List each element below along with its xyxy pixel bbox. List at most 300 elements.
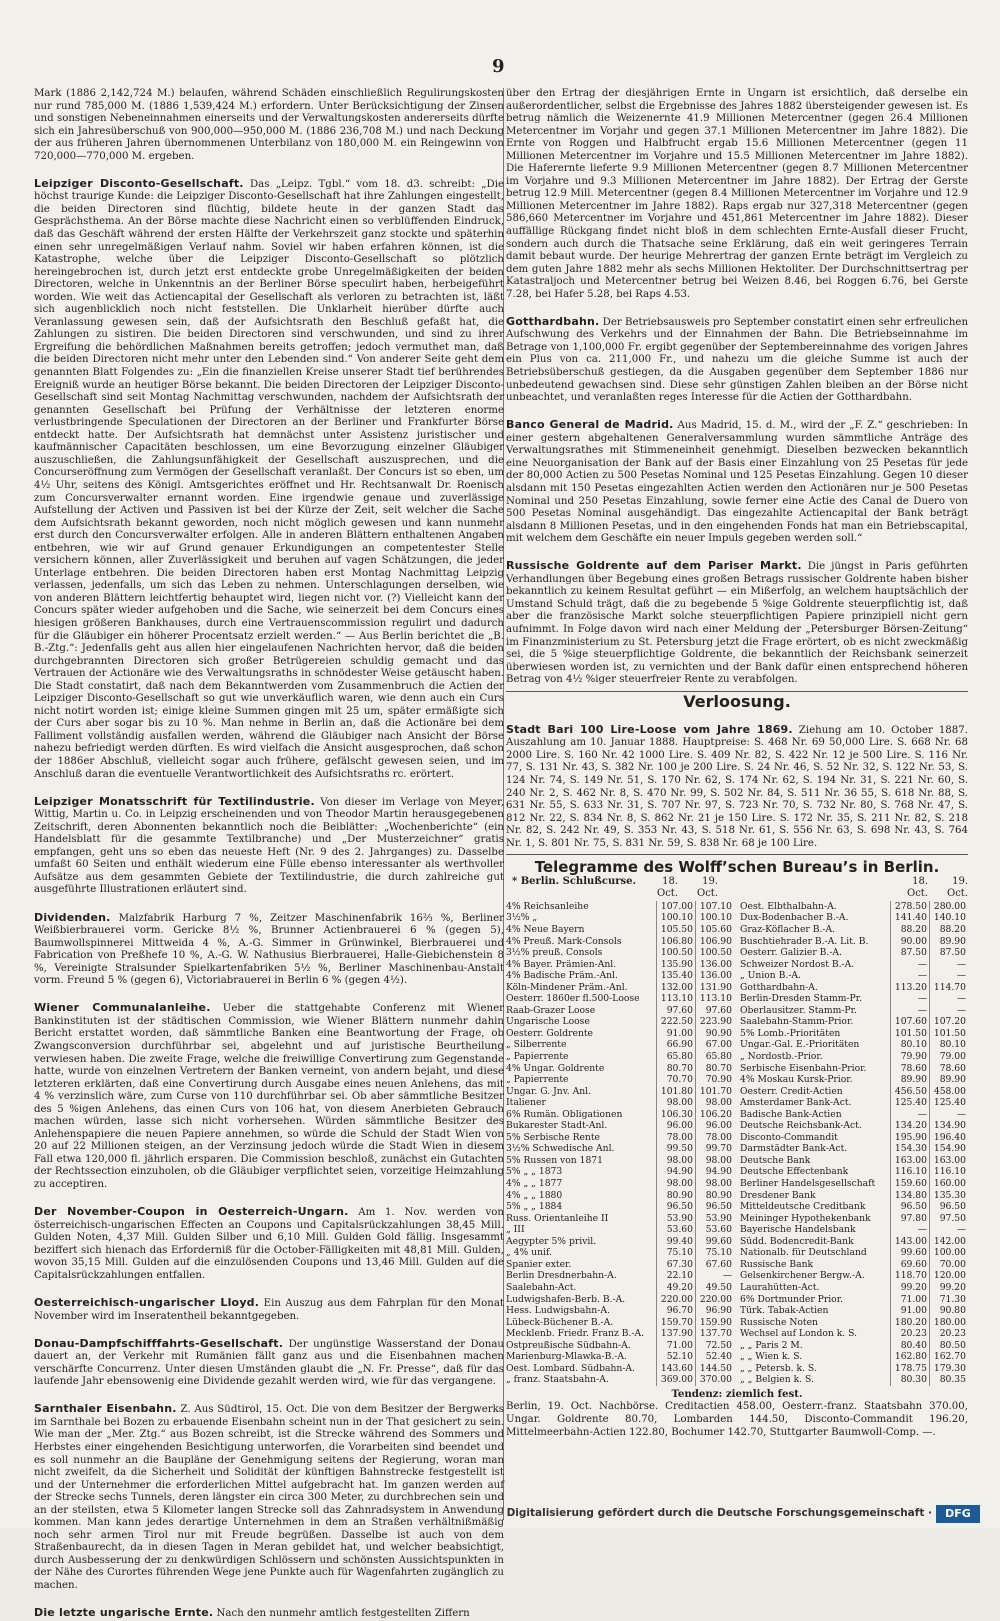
security-name: Serbische Eisenbahn-Prior.: [740, 1062, 867, 1074]
price-19-oct: 140.10: [929, 912, 968, 924]
table-row: [740, 1063, 968, 1075]
price-19-oct: 99.20: [929, 1282, 968, 1294]
table-row: [506, 1086, 734, 1098]
table-row: [506, 1374, 734, 1386]
security-name: 6% Rumän. Obligationen: [506, 1108, 623, 1120]
price-19-oct: 196.40: [929, 1132, 968, 1144]
price-19-oct: 135.30: [929, 1190, 968, 1202]
table-row: [740, 1305, 968, 1317]
table-row: [740, 1016, 968, 1028]
price-19-oct: —: [929, 959, 968, 971]
kurs-table-left: [506, 901, 734, 1386]
price-19-oct: 105.60: [695, 924, 734, 936]
security-name: „ „ Belgien k. S.: [740, 1374, 814, 1386]
table-row: [506, 1166, 734, 1178]
price-18-oct: 97.60: [656, 1005, 695, 1017]
table-row: [740, 1363, 968, 1375]
security-name: „ Papierrente: [506, 1074, 569, 1086]
price-18-oct: 80.90: [656, 1190, 695, 1202]
security-name: Saalebahn-Act.: [506, 1281, 577, 1293]
security-name: „ „ Paris 2 M.: [740, 1339, 803, 1351]
security-name: „ Nordostb.-Prior.: [740, 1051, 823, 1063]
article-heading: Oesterreichisch-ungarischer Lloyd.: [34, 1295, 260, 1309]
table-row: [740, 924, 968, 936]
price-19-oct: 136.00: [695, 970, 734, 982]
table-row: [506, 924, 734, 936]
price-18-oct: —: [890, 1005, 929, 1017]
price-18-oct: 78.60: [890, 1063, 929, 1075]
security-name: Russische Bank: [740, 1258, 814, 1270]
table-row: [740, 1224, 968, 1236]
table-row: [506, 1282, 734, 1294]
security-name: Raab-Grazer Loose: [506, 1004, 596, 1016]
price-18-oct: 96.00: [656, 1120, 695, 1132]
security-name: Schweizer Nordost B.-A.: [740, 958, 855, 970]
price-18-oct: 94.90: [656, 1166, 695, 1178]
table-row: [506, 912, 734, 924]
table-row: [506, 1351, 734, 1363]
price-19-oct: 89.90: [929, 936, 968, 948]
article-gotthardbahn: [506, 302, 968, 315]
price-18-oct: 456.50: [890, 1086, 929, 1098]
price-18-oct: 80.70: [656, 1063, 695, 1075]
security-name: Oesterr. 1860er fl.500-Loose: [506, 993, 640, 1005]
article-dividenden: [34, 898, 504, 911]
price-19-oct: 67.00: [695, 1039, 734, 1051]
table-row: [740, 1328, 968, 1340]
ernte-continued: über den Ertrag der diesjährigen Ernte in Ungarn ist ersichtlich, daß derselbe ein außerordentlicher, selbst die Ergebnisse des Jahres 1882 übersteigender gewesen ist. Es betrug nämlich die Weizenernte 41.9 Millionen Metercentner (gegen 26.4 Millionen Metercentner im Vorjahr und gegen 37.1 Millionen Metercentner im Jahre 1882). Die Ernte von Roggen und Halbfrucht ergab 15.6 Millionen Metercentner (gegen 11 Millionen Metercentner im Vorjahre und 15.5 Millionen Metercentner im Jahre 1882). Die Haferernte lieferte 9.9 Millionen Metercentner (gegen 8.7 Millionen Metercentner im Vorjahre und 9.3 Millionen Metercentner im Jahre 1882). Der Ertrag der Gerste betrug 12.9 Mill. Metercentner (gegen 8.4 Millionen Metercentner im Vorjahre und 12.9 Millionen Metercentner im Jahre 1882). Raps ergab nur 327,318 Metercentner (gegen 586,660 Metercentner im Vorjahre und 451,861 Metercentner im Jahre 1882). Dieser auffällige Rückgang findet nicht bloß in dem schlechten Ernte-Ausfall dieser Frucht, sondern auch durch die Thatsache seine Erklärung, daß ein weit geringeres Terrain damit bebaut wurde. Der heurige Mehrertrag der ganzen Ernte beträgt im Vergleich zu dem guten Jahre 1882 mehr als sechs Millionen Hektoliter. Der Durchschnittsertrag per Katastraljoch und Metercentner betrug bei Weizen 8.46, bei Roggen 6.76, bei Gerste 7.28, bei Hafer 5.28, bei Raps 4.53.: [506, 88, 968, 300]
article-body: Die jüngst in Paris geführten Verhandlungen über Begebung eines großen Betrags russischer Goldrente haben bisher bekanntlich zu keinem Resultat geführt — ein Mißerfolg, an welchem hauptsächlich der Umstand Schuld trägt, daß die zu begebende 5 %ige Goldrente steuerpflichtig ist, daß aber die französische Markt solche steuerpflichtigen Papiere prinzipiell nicht gern aufnimmt. In Folge davon wird nach einer Meldung der „Petersburger Börsen-Zeitung“ im Finanzministerium zu St. Petersburg jetzt die Frage erörtert, ob es nicht zweckmäßig sei, die 5 %ige steuerpflichtige Goldrente, die bekanntlich der Reichsbank seinerzeit überwiesen worden ist, zu vernichten und der Bank dafür einen entsprechend höheren Betrag von 4½ %iger steuerfreier Rente zu verabfolgen.: [506, 561, 968, 686]
price-19-oct: —: [929, 993, 968, 1005]
price-18-oct: —: [890, 959, 929, 971]
price-18-oct: —: [890, 1224, 929, 1236]
article-banco-general: [506, 406, 968, 419]
table-row: [740, 1097, 968, 1109]
price-18-oct: 99.50: [656, 1143, 695, 1155]
price-19-oct: 71.30: [929, 1294, 968, 1306]
security-name: Dux-Bodenbacher B.-A.: [740, 912, 849, 924]
price-18-oct: —: [890, 993, 929, 1005]
price-18-oct: 97.80: [890, 1213, 929, 1225]
table-row: [506, 1132, 734, 1144]
left-column: [34, 88, 505, 1620]
security-name: Wechsel auf London k. S.: [740, 1328, 858, 1340]
security-name: Ostpreußische Südbahn-A.: [506, 1339, 631, 1351]
price-19-oct: 65.80: [695, 1051, 734, 1063]
security-name: Deutsche Bank: [740, 1154, 811, 1166]
table-row: [506, 1270, 734, 1282]
price-19-oct: 78.60: [929, 1063, 968, 1075]
security-name: 6% Dortmunder Prior.: [740, 1293, 843, 1305]
price-18-oct: 99.40: [656, 1236, 695, 1248]
table-row: [740, 936, 968, 948]
nachboerse-paragraph: Berlin, 19. Oct. Nachbörse. Creditactien 458.00, Oesterr.-franz. Staatsbahn 370.00, Ungar. Goldrente 80.70, Lombarden 144.50, Disconto-Commandit 196.20, Mittelmeerbahn-Actien 122.80, Bochumer 142.70, Stuttgarter Baumwoll-Comp. —.: [506, 1401, 968, 1438]
price-19-oct: —: [929, 1005, 968, 1017]
price-18-oct: 143.00: [890, 1236, 929, 1248]
table-row: [506, 1016, 734, 1028]
price-19-oct: 134.90: [929, 1120, 968, 1132]
price-19-oct: 125.40: [929, 1097, 968, 1109]
security-name: Saalebahn-Stamm-Prior.: [740, 1016, 854, 1028]
security-name: Oesterr. Credit-Actien: [740, 1085, 843, 1097]
price-19-oct: 131.90: [695, 982, 734, 994]
price-19-oct: 106.20: [695, 1109, 734, 1121]
table-row: [506, 1178, 734, 1190]
price-18-oct: 49.20: [656, 1282, 695, 1294]
price-18-oct: 99.20: [890, 1282, 929, 1294]
table-row: [740, 1201, 968, 1213]
price-19-oct: 101.70: [695, 1086, 734, 1098]
price-19-oct: 160.00: [929, 1178, 968, 1190]
price-19-oct: 98.00: [695, 1097, 734, 1109]
kurs-date-a-right: 18. Oct.: [907, 875, 928, 900]
article-body: Von dieser im Verlage von Meyer, Wittig, Martin u. Co. in Leipzig erscheinenden und von Theodor Martin herausgegebenen Zeitschrift, deren Abonnenten bekanntlich noch die Beiblätter: „Wochenberichte“ (ein Handelsblatt für die gesammte Textilbranche) und „Der Musterzeichner“ gratis empfangen, geht uns so eben das neueste Heft (Nr. 9 des 2. Jahrganges) zu. Dasselbe umfaßt 60 Seiten und enthält wiederum eine Fülle ebenso interessanter als werthvoller Aufsätze aus dem gesammten Gebiete der Textilindustrie, die durch zahlreiche gut ausgeführte Illustrationen erläutert sind.: [34, 796, 504, 896]
table-row: [506, 1317, 734, 1329]
price-19-oct: 49.50: [695, 1282, 734, 1294]
table-row: [506, 1005, 734, 1017]
article-body: Ueber die stattgehabte Conferenz mit Wiener Bankinstituten ist der städtischen Commission, wie Wiener Blättern nunmehr dahin Bericht erstattet worden, daß sämmtliche Banken eine Beantwortung der Frage, ob Zwangsconversion durchführbar sei, abgelehnt und auf juristische Beurtheilung verwiesen haben. Die zweite Frage, welche die freiwillige Convertirung zum Gegenstande hatte, wurde von einzelnen Vertretern der Banken verneint, von andern bejaht, und diese letzteren erklärten, daß eine Convertirung durch Ausgabe eines neuen Anlehens, das mit 4 % verzinslich wäre, zum Curse von 110 durchführbar sei. Ob aber sämmtliche Besitzer des 5 %igen Anlehens, das einen Curs von 106 hat, von diesem Anerbieten Gebrauch machen würden, lasse sich nicht vorhersehen. Würden sämmtliche Besitzer des Anlehenspapiere die neuen Papiere annehmen, so würde die Schuld der Stadt Wien von 20 auf 22 Millionen steigen, an der Verzinsung jedoch würde die Stadt Wien in diesem Fall etwa 120,000 fl. jährlich ersparen. Die Commission beschloß, zunächst ein Gutachten der Rechtssection einzuholen, ob die Gläubiger verpflichtet seien, vorzeitige Heimzahlung zu acceptiren.: [34, 1003, 504, 1191]
price-18-oct: 107.00: [656, 901, 695, 913]
security-name: Nationalb. für Deutschland: [740, 1247, 867, 1259]
price-19-oct: 70.90: [695, 1074, 734, 1086]
kurs-table: [506, 901, 968, 1386]
security-name: Oberlausitzer. Stamm-Pr.: [740, 1004, 857, 1016]
table-row: [740, 1166, 968, 1178]
price-19-oct: 120.00: [929, 1270, 968, 1282]
price-19-oct: —: [929, 970, 968, 982]
price-18-oct: —: [890, 1109, 929, 1121]
security-name: Mitteldeutsche Creditbank: [740, 1201, 866, 1213]
table-row: [506, 1363, 734, 1375]
article-body: Ziehung am 10. October 1887. Auszahlung am 10. Januar 1888. Hauptpreise: S. 468 Nr. 69 50,000 Lire. S. 668 Nr. 68 2000 Lire. S. 160 Nr. 42 1000 Lire. S. 409 Nr. 82, S. 422 Nr. 12 je 500 Lire. S. 116 Nr. 77, S. 131 Nr. 43, S. 382 Nr. 100 je 200 Lire. S. 24 Nr. 46, S. 52 Nr. 32, S. 122 Nr. 53, S. 124 Nr. 74, S. 149 Nr. 51, S. 170 Nr. 62, S. 174 Nr. 62, S. 194 Nr. 31, S. 221 Nr. 60, S. 240 Nr. 2, S. 462 Nr. 8, S. 470 Nr. 99, S. 502 Nr. 84, S. 511 Nr. 36 55, S. 618 Nr. 88, S. 631 Nr. 55, S. 633 Nr. 31, S. 707 Nr. 97, S. 723 Nr. 70, S. 732 Nr. 80, S. 768 Nr. 47, S. 812 Nr. 22, S. 834 Nr. 8, S. 862 Nr. 21 je 150 Lire. S. 172 Nr. 35, S. 211 Nr. 82, S. 218 Nr. 82, S. 242 Nr. 49, S. 353 Nr. 43, S. 518 Nr. 61, S. 556 Nr. 63, S. 698 Nr. 43, S. 764 Nr. 1, S. 801 Nr. 75, S. 831 Nr. 59, S. 838 Nr. 68 je 100 Lire.: [506, 724, 968, 849]
security-name: Marienburg-Mlawka-B.-A.: [506, 1351, 627, 1363]
price-18-oct: 220.00: [656, 1294, 695, 1306]
price-18-oct: 135.90: [656, 959, 695, 971]
price-18-oct: 134.20: [890, 1120, 929, 1132]
table-row: [740, 1028, 968, 1040]
table-row: [740, 1005, 968, 1017]
article-heading: Leipziger Disconto-Gesellschaft.: [34, 176, 244, 190]
security-name: Berlin-Dresden Stamm-Pr.: [740, 993, 863, 1005]
table-row: [740, 1259, 968, 1271]
security-name: Buschtiehrader B.-A. Lit. B.: [740, 935, 869, 947]
tendenz-line: Tendenz: ziemlich fest.: [671, 1387, 803, 1400]
price-19-oct: 87.50: [929, 947, 968, 959]
security-name: „ „ Wien k. S.: [740, 1351, 803, 1363]
table-row: [740, 1317, 968, 1329]
article-heading: Wiener Communalanleihe.: [34, 1001, 211, 1015]
security-name: 4% Bayer. Prämien-Anl.: [506, 958, 617, 970]
price-19-oct: 162.70: [929, 1351, 968, 1363]
table-row: [740, 1190, 968, 1202]
price-18-oct: 159.70: [656, 1317, 695, 1329]
security-name: Ungar.-Gal. E.-Prioritäten: [740, 1039, 860, 1051]
security-name: 4% Preuß. Mark-Consols: [506, 935, 622, 947]
article-heading: Sarnthaler Eisenbahn.: [34, 1402, 177, 1416]
price-18-oct: 20.23: [890, 1328, 929, 1340]
price-18-oct: 135.40: [656, 970, 695, 982]
price-19-oct: 80.90: [695, 1190, 734, 1202]
price-19-oct: 20.23: [929, 1328, 968, 1340]
security-name: Italiener: [506, 1097, 546, 1109]
price-18-oct: 66.90: [656, 1039, 695, 1051]
article-russische-goldrente: [506, 547, 968, 560]
price-19-oct: 80.35: [929, 1374, 968, 1386]
price-18-oct: 67.30: [656, 1259, 695, 1271]
security-name: 4% Moskau Kursk-Prior.: [740, 1074, 853, 1086]
price-18-oct: 79.90: [890, 1051, 929, 1063]
price-18-oct: 195.90: [890, 1132, 929, 1144]
price-19-oct: 53.60: [695, 1224, 734, 1236]
price-19-oct: 99.60: [695, 1236, 734, 1248]
article-lloyd: [34, 1283, 504, 1296]
article-bari-loose: [506, 710, 968, 723]
article-heading: Stadt Bari 100 Lire-Loose vom Jahre 1869.: [506, 722, 793, 736]
price-19-oct: 52.40: [695, 1351, 734, 1363]
table-row: [506, 1236, 734, 1248]
price-18-oct: 163.00: [890, 1155, 929, 1167]
article-body: Das „Leipz. Tgbl.“ vom 18. d3. schreibt: „Die höchst traurige Kunde: die Leipziger Disconto-Gesellschaft hat ihre Zahlungen eingestellt, die beiden Directoren sind flüchtig, bildete heute in der ganzen Stadt das Gesprächsthema. An der Börse machte diese Nachricht einen so verblüffenden Eindruck, daß das Geschäft während der ersten Hälfte der Verkehrszeit ganz stockte und späterhin einen sehr unregelmäßigen Verlauf nahm. Soviel wir haben erfahren können, ist die Katastrophe, welche über die Leipziger Disconto-Gesellschaft so plötzlich hereingebrochen ist, durch jetzt erst entdeckte grobe Unregelmäßigkeiten der beiden Directoren, welche in Unkenntnis an der Berliner Börse speculirt haben, herbeigeführt worden. Wie weit das Actiencapital der Gesellschaft als verloren zu betrachten ist, läßt sich augenblicklich noch nicht feststellen. Die Unklarheit hierüber dürfte auch Veranlassung gewesen sein, daß der Aufsichtsrath den Beschluß gefaßt hat, die Zahlungen zu sistiren. Die beiden Directoren sind verschwunden, und sind zu ihrer Ergreifung die behördlichen Maßnahmen bereits getroffen; jedoch vermuthet man, daß die beiden Directoren nicht mehr unter den Lebenden sind.“ Von anderer Seite geht dem genannten Blatt Folgendes zu: „Ein die finanziellen Kreise unserer Stadt tief berührendes Ereigniß wurde an heutiger Börse bekannt. Die beiden Directoren der Leipziger Disconto-Gesellschaft sind seit Montag Nachmittag verschwunden, nachdem der Aufsichtsrath der genannten Gesellschaft bei Prüfung der Verhältnisse der letzteren enorme verlustbringende Speculationen der Directoren an der Berliner und Frankfurter Börse entdeckt hatte. Der Aufsichtsrath hat demnächst unter Assistenz juristischer und kaufmännischer Capacitäten beschlossen, um eine Bevorzugung einzelner Gläubiger auszuschließen, die Zahlungsunfähigkeit der Gesellschaft auszusprechen, und die Concurseröffnung zum Vermögen der Gesellschaft veranlaßt. Der Concurs ist so eben, um 4½ Uhr, seitens des Königl. Amtsgerichtes eröffnet und Hr. Rechtsanwalt Dr. Roenisch zum Concursverwalter ernannt worden. Eine irgendwie genaue und zuverlässige Aufstellung der Activen und Passiven ist bei der Kürze der Zeit, seit welcher die Sache dem Aufsichtsrath bekannt geworden, noch nicht möglich gewesen und kann nunmehr erst durch den Concursverwalter erfolgen. Alle in anderen Blättern enthaltenen Angaben entbehren, wie wir auf Grund genauer Erkundigungen an competentester Stelle versichern können, aller Zuverlässigkeit und beruhen auf vagen Schätzungen, die jeder Unterlage entbehren. Die beiden Directoren haben erst Montag Nachmittag Leipzig verlassen, jedenfalls, um sich das Leben zu nehmen. Unterschlagungen derselben, wie von anderen Blättern leichtfertig behauptet wird, liegen nicht vor. (?) Vielleicht kann der Concurs später wieder aufgehoben und die Sache, wie seinerzeit bei dem Concurs eines hiesigen größeren Bankhauses, durch eine Vertrauenscommission regulirt und dadurch für die Gläubiger ein höherer Procentsatz erzielt werden.“ — Aus Berlin berichtet die „B. B.-Ztg.“: Jedenfalls geht aus allen hier eingelaufenen Nachrichten hervor, daß die beiden durchgebrannten Directoren sich großer Betrügereien schuldig gemacht und das Vertrauen der Actionäre wie des Verwaltungsraths in schnödester Weise getäuscht haben. Die Stadt constatirt, daß nach dem Bekanntwerden vom Zusammenbruch die Actien der Leipziger Disconto-Gesellschaft so gut wie unverkäuflich waren, wie denn auch ein Curs nicht notirt worden ist; einige kleine Summen gingen mit 25 um, später ermäßigte sich der Curs aber sogar bis zu 10 %. Man nehme in Berlin an, daß die Actionäre bei dem Falliment vollständig ausfallen werden, während die Gläubiger nach Ansicht der Börse nahezu befriedigt werden dürften. Es wird vielfach die Ansicht ausgesprochen, daß schon der 1886er Abschluß, vielleicht sogar auch frühere, gefälscht gewesen seien, und im Anschluß daran die eventuelle Verantwortlichkeit des Aufsichtsraths rc. erörtert.: [34, 178, 504, 780]
price-19-oct: 98.00: [695, 1178, 734, 1190]
price-19-oct: 159.90: [695, 1317, 734, 1329]
price-18-oct: 113.20: [890, 982, 929, 994]
table-row: [740, 1236, 968, 1248]
article-body: Z. Aus Südtirol, 15. Oct. Die von dem Besitzer der Bergwerks im Sarnthale bei Bozen zu erbauende Eisenbahn scheint nun in der That gesichert zu sein. Wie man der „Mer. Ztg.“ aus Bozen schreibt, ist die Strecke während des Sommers und Herbstes einer eingehenden Besichtigung unterworfen, die Vorarbeiten sind beendet und es soll nunmehr an die Baupläne der Genehmigung seitens der Regierung, woran man nicht zweifelt, da die Sicherheit und Solidität der künftigen Bahnstrecke festgestellt ist und der Unternehmer die erforderlichen Mittel aufgebracht hat. Im ganzen werden auf der Strecke sechs Tunnels, deren längster ein circa 300 Meter, zu durchbrechen sein und an der steilsten, etwa 5 Kilometer langen Strecke soll das Zahnradsystem in Anwendung kommen. Man kann jedes derartige Unternehmen in dem an Straßen verhältnißmäßig noch sehr armen Tirol nur mit Freude begrüßen. Dasselbe ist auch von dem Straßenbaurecht, da in diesen Tagen in Meran gebildet hat, und welcher beabsichtigt, durch Ausbesserung der zu denkwürdigen Schlössern und schönsten Aussichtspunkten in der Nähe des Curortes führenden Wege jene Punkte auch für Wagenfahrten zugänglich zu machen.: [34, 1404, 504, 1591]
kurs-subtitle: * Berlin. Schlußcurse.: [512, 875, 636, 887]
security-name: Köln-Mindener Präm.-Anl.: [506, 981, 628, 993]
table-row: [506, 959, 734, 971]
price-19-oct: 70.00: [929, 1259, 968, 1271]
price-19-oct: 67.60: [695, 1259, 734, 1271]
security-name: Deutsche Reichsbank-Act.: [740, 1120, 862, 1132]
table-row: [740, 1120, 968, 1132]
security-name: Deutsche Effectenbank: [740, 1166, 849, 1178]
security-name: Darmstädter Bank-Act.: [740, 1143, 848, 1155]
table-row: [740, 912, 968, 924]
price-19-oct: 220.00: [695, 1294, 734, 1306]
table-row: [740, 1086, 968, 1098]
article-heading: Der November-Coupon in Oesterreich-Ungarn.: [34, 1205, 349, 1219]
security-name: „ 4% unif.: [506, 1247, 552, 1259]
table-row: [740, 1294, 968, 1306]
price-18-oct: 107.60: [890, 1016, 929, 1028]
price-18-oct: 180.20: [890, 1317, 929, 1329]
security-name: Oesterr. Goldrente: [506, 1027, 593, 1039]
security-name: Laurahütten-Act.: [740, 1281, 820, 1293]
price-18-oct: 96.70: [656, 1305, 695, 1317]
price-19-oct: 280.00: [929, 901, 968, 913]
security-name: 4% Neue Bayern: [506, 924, 585, 935]
table-row: [506, 1190, 734, 1202]
price-18-oct: 99.60: [890, 1247, 929, 1259]
security-name: Ludwigshafen-Berb. B.-A.: [506, 1293, 626, 1305]
table-row: [506, 936, 734, 948]
intro-paragraph: Mark (1886 2,142,724 M.) belaufen, während Schäden einschließlich Regulirungskosten nur rund 785,000 M. (1886 1,539,424 M.) erfordern. Unter Berücksichtigung der Zinsen und sonstigen Nebeneinnahmen einerseits und der Verwaltungskosten andererseits dürfte sich ein Jahresüberschuß von 900,000—950,000 M. (1886 236,708 M.) und nach Deckung der aus früheren Jahren übernommenen Unterbilanz von 180,000 M. ein Reingewinn von 720,000—770,000 M. ergeben.: [34, 88, 504, 162]
security-name: Meininger Hypothekenbank: [740, 1212, 871, 1224]
price-18-oct: 80.40: [890, 1340, 929, 1352]
table-row: [506, 1224, 734, 1236]
table-row: [506, 1074, 734, 1086]
price-19-oct: 107.10: [695, 901, 734, 913]
security-name: „ Papierrente: [506, 1051, 569, 1063]
security-name: „ III: [506, 1224, 525, 1236]
price-19-oct: 458.00: [929, 1086, 968, 1098]
table-row: [740, 1155, 968, 1167]
price-18-oct: 106.80: [656, 936, 695, 948]
price-19-oct: 100.50: [695, 947, 734, 959]
security-name: 5% Serbische Rente: [506, 1131, 600, 1143]
price-18-oct: 90.00: [890, 936, 929, 948]
security-name: Amsterdamer Bank-Act.: [740, 1097, 852, 1109]
price-19-oct: 94.90: [695, 1166, 734, 1178]
price-18-oct: 118.70: [890, 1270, 929, 1282]
telegramme-title: Telegramme des Wolff’schen Bureau’s in Berlin.: [534, 858, 940, 877]
table-row: [506, 1247, 734, 1259]
price-18-oct: 80.10: [890, 1039, 929, 1051]
table-row: [506, 1201, 734, 1213]
security-name: Badische Bank-Actien: [740, 1108, 842, 1120]
table-row: [506, 982, 734, 994]
security-name: „ Union B.-A.: [740, 970, 801, 982]
price-19-oct: —: [929, 1109, 968, 1121]
price-18-oct: 89.90: [890, 1074, 929, 1086]
security-name: Ungar. G. Jnv. Anl.: [506, 1085, 592, 1097]
table-row: [740, 1374, 968, 1386]
security-name: 3½% Schwedische Anl.: [506, 1143, 615, 1155]
price-19-oct: 97.50: [929, 1213, 968, 1225]
price-19-oct: 79.00: [929, 1051, 968, 1063]
price-19-oct: 144.50: [695, 1363, 734, 1375]
price-18-oct: 101.50: [890, 1028, 929, 1040]
price-19-oct: 96.90: [695, 1305, 734, 1317]
security-name: Aegypter 5% privil.: [506, 1235, 597, 1247]
article-monatsschrift: [34, 782, 504, 795]
price-18-oct: 222.50: [656, 1016, 695, 1028]
security-name: 3½% preuß. Consols: [506, 947, 603, 959]
table-row: [740, 982, 968, 994]
price-19-oct: 154.90: [929, 1143, 968, 1155]
security-name: Oest. Elbthalbahn-A.: [740, 900, 837, 912]
security-name: 4% Ungar. Goldrente: [506, 1062, 605, 1074]
security-name: Berlin Dresdnerbahn-A.: [506, 1270, 617, 1282]
security-name: Ungarische Loose: [506, 1016, 590, 1028]
security-name: 5% Lomb.-Prioritäten: [740, 1027, 841, 1039]
price-19-oct: 80.10: [929, 1039, 968, 1051]
table-row: [506, 1340, 734, 1352]
security-name: Spanier exter.: [506, 1258, 572, 1270]
table-row: [506, 1155, 734, 1167]
table-row: [740, 1074, 968, 1086]
table-row: [506, 1143, 734, 1155]
price-18-oct: 98.00: [656, 1178, 695, 1190]
table-row: [506, 993, 734, 1005]
price-19-oct: 96.50: [695, 1201, 734, 1213]
security-name: 3½% „: [506, 912, 538, 924]
security-name: Gelsenkirchener Bergw.-A.: [740, 1270, 865, 1282]
article-body: Der Betriebsausweis pro September constatirt einen sehr erfreulichen Aufschwung des Verkehrs und der Einnahmen der Bahn. Die Betriebseinnahme im Betrage von 1,100,000 Fr. ergibt gegenüber der Septembereinnahme des vorigen Jahres ein Plus von ca. 211,000 Fr., und nahezu um die gleiche Summe ist auch der Betriebsüberschuß gestiegen, da die Ausgaben gegenüber dem September 1886 nur unbedeutend gewachsen sind. Diese sehr günstigen Zahlen bleiben an der Börse nicht unbeachtet, und veranlaßten reges Interesse für die Actien der Gotthardbahn.: [506, 316, 969, 404]
security-name: „ franz. Staatsbahn-A.: [506, 1374, 609, 1386]
table-row: [740, 1340, 968, 1352]
price-19-oct: 72.50: [695, 1340, 734, 1352]
price-18-oct: 143.60: [656, 1363, 695, 1375]
price-19-oct: 179.30: [929, 1363, 968, 1375]
table-row: [506, 970, 734, 982]
price-18-oct: 75.10: [656, 1247, 695, 1259]
table-row: [506, 1097, 734, 1109]
kurs-date-b-right: 19. Oct.: [947, 875, 968, 900]
article-body: Aus Madrid, 15. d. M., wird der „F. Z.“ geschrieben: In einer gestern abgehaltenen Generalversammlung wurden sämmtliche Anträge des Verwaltungsrathes mit Stimmeneinheit genehmigt. Dieselben bezwecken bekanntlich eine Neuorganisation der Bank auf der Basis einer Einzahlung von 25 Pesetas für jede der 80,000 Actien zu 500 Pesetas Nominal und 125 Pesetas Einzahlung. Gegen 10 dieser alsdann mit 150 Pesetas eingezahlten Actien werden den Actionären nur je 500 Pesetas Nominal und 250 Pesetas Einzahlung, sowie ferner eine Actie des Canal de Duero von 500 Pesetas Nominal ausgehändigt. Das eingezahlte Actiencapital der Bank beträgt alsdann 8 Millionen Pesetas, und in den eingehenden Fonds hat man ein Betriebscapital, mit welchem dem Geschäfte ein neuer Impuls gegeben werden soll.“: [506, 420, 968, 545]
price-19-oct: 100.00: [929, 1247, 968, 1259]
table-row: [506, 1063, 734, 1075]
price-18-oct: 278.50: [890, 901, 929, 913]
price-19-oct: 142.00: [929, 1236, 968, 1248]
article-body: Der ungünstige Wasserstand der Donau dauert an, der Verkehr mit Rumänien fällt ganz aus und die Eisenbahnen machen verschärfte Concurrenz. Unter diesen Umständen glaubt die „N. Fr. Presse“, daß für das laufende Jahr ebensowenig eine Dividende gezahlt werden wird, wie für das vergangene.: [34, 1338, 504, 1388]
article-leipziger-disconto: [34, 164, 504, 177]
security-name: Berliner Handelsgesellschaft: [740, 1178, 876, 1190]
article-wiener-communalanleihe: [34, 989, 504, 1002]
table-row: [506, 947, 734, 959]
price-18-oct: 69.60: [890, 1259, 929, 1271]
price-18-oct: —: [890, 970, 929, 982]
price-18-oct: 98.00: [656, 1097, 695, 1109]
table-row: [740, 993, 968, 1005]
kurs-table-right: [740, 901, 968, 1386]
footer-credit: Digitalisierung gefördert durch die Deutsche Forschungsgemeinschaft ·: [506, 1507, 932, 1519]
price-19-oct: 97.60: [695, 1005, 734, 1017]
table-row: [740, 1282, 968, 1294]
price-19-oct: 137.70: [695, 1328, 734, 1340]
table-row: [506, 1305, 734, 1317]
security-name: 5% „ „ 1873: [506, 1166, 563, 1178]
article-heading: Donau-Dampfschifffahrts-Gesellschaft.: [34, 1336, 284, 1350]
price-18-oct: 91.00: [890, 1305, 929, 1317]
table-row: [506, 1051, 734, 1063]
price-19-oct: 89.90: [929, 1074, 968, 1086]
price-19-oct: 99.70: [695, 1143, 734, 1155]
price-18-oct: 88.20: [890, 924, 929, 936]
price-19-oct: 107.20: [929, 1016, 968, 1028]
price-18-oct: 106.30: [656, 1109, 695, 1121]
price-19-oct: 101.50: [929, 1028, 968, 1040]
article-heading: Leipziger Monatsschrift für Textilindustrie.: [34, 794, 315, 808]
price-18-oct: 137.90: [656, 1328, 695, 1340]
security-name: Oesterr. Galizier B.-A.: [740, 947, 842, 959]
table-row: [506, 1213, 734, 1225]
price-19-oct: —: [929, 1224, 968, 1236]
security-name: Hess. Ludwigsbahn-A.: [506, 1305, 610, 1317]
security-name: 5% Russen von 1871: [506, 1154, 603, 1166]
security-name: Graz-Köflacher B.-A.: [740, 924, 836, 935]
price-19-oct: 136.00: [695, 959, 734, 971]
article-heading: Banco General de Madrid.: [506, 418, 674, 432]
security-name: Mecklenb. Friedr. Franz B.-A.: [506, 1328, 645, 1340]
table-row: [740, 1270, 968, 1282]
dfg-logo-icon: DFG: [936, 1505, 980, 1523]
security-name: 4% Reichsanleihe: [506, 900, 589, 912]
price-19-oct: 106.90: [695, 936, 734, 948]
security-name: „ „ Petersb. k. S.: [740, 1362, 817, 1374]
footer-bar: [0, 1503, 1000, 1525]
price-18-oct: 101.80: [656, 1086, 695, 1098]
kurs-date-b: 19. Oct.: [697, 875, 718, 900]
price-19-oct: 96.00: [695, 1120, 734, 1132]
article-donau: [34, 1324, 504, 1337]
table-row: [740, 1132, 968, 1144]
table-row: [740, 1039, 968, 1051]
security-name: Disconto-Commandit: [740, 1131, 838, 1143]
price-18-oct: 87.50: [890, 947, 929, 959]
price-19-oct: —: [695, 1270, 734, 1282]
